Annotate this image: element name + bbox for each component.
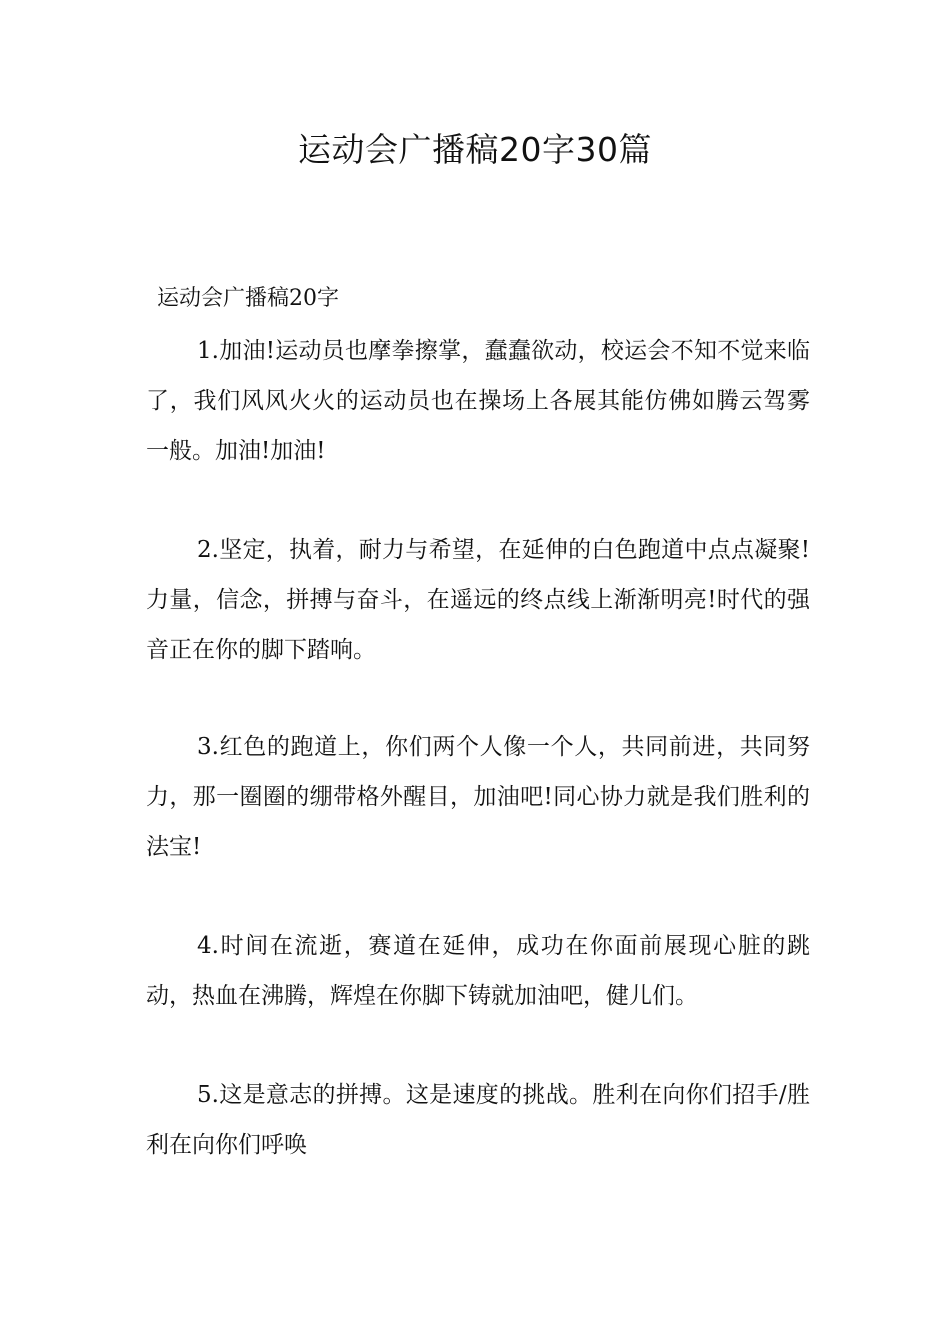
paragraph-5: 5.这是意志的拼搏。这是速度的挑战。胜利在向你们招手/胜利在向你们呼唤 — [146, 1082, 810, 1158]
paragraph-3: 3.红色的跑道上，你们两个人像一个人，共同前进，共同努力，那一圈圈的绷带格外醒目，加油吧!同心协力就是我们胜利的法宝! — [146, 734, 810, 860]
paragraph-1: 1.加油!运动员也摩拳擦掌，蠢蠢欲动，校运会不知不觉来临了，我们风风火火的运动员也在操场上各展其能仿佛如腾云驾雾一般。加油!加油! — [146, 338, 810, 464]
document-title: 运动会广播稿20字30篇 — [298, 130, 652, 169]
paragraph-4: 4.时间在流逝，赛道在延伸，成功在你面前展现心脏的跳动，热血在沸腾，辉煌在你脚下铸就加油吧，健儿们。 — [146, 933, 810, 1009]
section-heading: 运动会广播稿20字 — [157, 286, 339, 311]
paragraph-2: 2.坚定，执着，耐力与希望，在延伸的白色跑道中点点凝聚!力量，信念，拼搏与奋斗，在遥远的终点线上渐渐明亮!时代的强音正在你的脚下踏响。 — [146, 537, 810, 663]
